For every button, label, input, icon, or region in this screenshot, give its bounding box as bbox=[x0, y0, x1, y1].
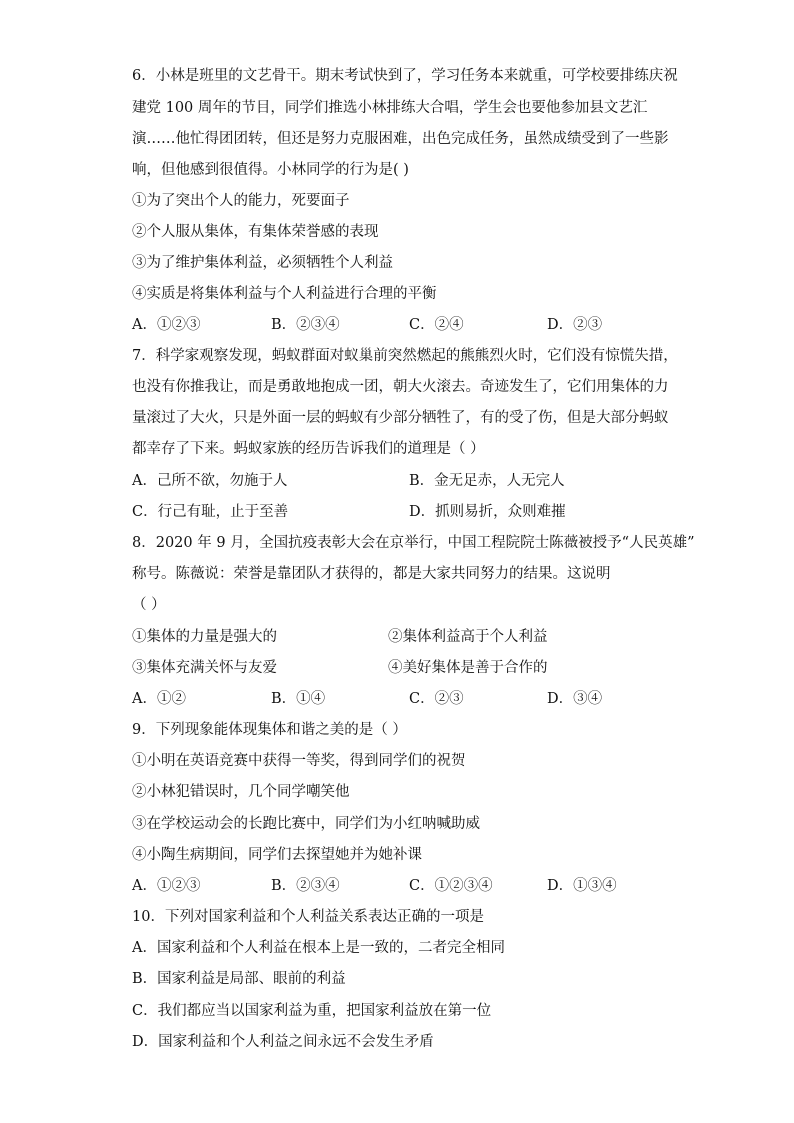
question-6-stem-line-2: 建党 100 周年的节目，同学们推选小林排练大合唱，学生会也要他参加县文艺汇 bbox=[132, 100, 648, 116]
question-9-option-c[interactable]: C．①②③④ bbox=[409, 878, 493, 894]
question-7-stem-line-1: 7．科学家观察发现，蚂蚁群面对蚁巢前突然燃起的熊熊烈火时，它们没有惊慌失措， bbox=[132, 348, 678, 364]
question-6-option-c[interactable]: C．②④ bbox=[409, 317, 464, 333]
question-9-option-a[interactable]: A．①②③ bbox=[132, 878, 201, 894]
question-10-option-c[interactable]: C．我们都应当以国家利益为重，把国家利益放在第一位 bbox=[132, 1003, 492, 1019]
question-6-stem-line-3: 演……他忙得团团转，但还是努力克服困难，出色完成任务，虽然成绩受到了一些影 bbox=[132, 131, 669, 147]
question-9-statement-1: ①小明在英语竞赛中获得一等奖，得到同学们的祝贺 bbox=[132, 753, 466, 769]
question-9-option-d[interactable]: D．①③④ bbox=[547, 878, 617, 894]
question-8-option-d[interactable]: D．③④ bbox=[547, 691, 603, 707]
question-7-option-c[interactable]: C．行己有耻，止于至善 bbox=[132, 504, 289, 520]
question-8-statement-4: ④美好集体是善于合作的 bbox=[388, 660, 548, 676]
question-6-statement-1: ①为了突出个人的能力，死要面子 bbox=[132, 193, 350, 209]
question-8-option-c[interactable]: C．②③ bbox=[409, 691, 464, 707]
question-8-stem-line-3: （ ） bbox=[132, 597, 166, 613]
question-8-statement-2: ②集体利益高于个人利益 bbox=[388, 629, 548, 645]
question-7-option-d[interactable]: D．抓则易折，众则难摧 bbox=[409, 504, 566, 520]
question-9-option-b[interactable]: B．②③④ bbox=[271, 878, 340, 894]
question-10-option-b[interactable]: B．国家利益是局部、眼前的利益 bbox=[132, 971, 346, 987]
question-6-statement-4: ④实质是将集体利益与个人利益进行合理的平衡 bbox=[132, 286, 437, 302]
question-6-option-d[interactable]: D．②③ bbox=[547, 317, 603, 333]
question-10-option-a[interactable]: A．国家利益和个人利益在根本上是一致的，二者完全相同 bbox=[132, 940, 505, 956]
question-9-stem-line-1: 9．下列现象能体现集体和谐之美的是（ ） bbox=[132, 722, 407, 738]
question-7-option-b[interactable]: B．金无足赤，人无完人 bbox=[409, 473, 565, 489]
question-8-statement-3: ③集体充满关怀与友爱 bbox=[132, 660, 277, 676]
question-6-option-b[interactable]: B．②③④ bbox=[271, 317, 340, 333]
question-6-stem-line-4: 响，但他感到很值得。小林同学的行为是( ) bbox=[132, 162, 409, 178]
question-6-statement-2: ②个人服从集体，有集体荣誉感的表现 bbox=[132, 224, 379, 240]
question-8-statement-1: ①集体的力量是强大的 bbox=[132, 629, 277, 645]
question-6-stem-line-1: 6．小林是班里的文艺骨干。期末考试快到了，学习任务本来就重，可学校要排练庆祝 bbox=[132, 68, 678, 84]
question-7-stem-line-4: 都幸存了下来。蚂蚁家族的经历告诉我们的道理是（ ） bbox=[132, 441, 485, 457]
question-10-stem-line-1: 10．下列对国家利益和个人利益关系表达正确的一项是 bbox=[132, 909, 484, 925]
question-8-option-b[interactable]: B．①④ bbox=[271, 691, 326, 707]
question-7-option-a[interactable]: A．己所不欲，勿施于人 bbox=[132, 473, 288, 489]
question-8-option-a[interactable]: A．①② bbox=[132, 691, 186, 707]
question-10-option-d[interactable]: D．国家利益和个人利益之间永远不会发生矛盾 bbox=[132, 1034, 434, 1050]
question-6-option-a[interactable]: A．①②③ bbox=[132, 317, 201, 333]
question-8-stem-line-1: 8．2020 年 9 月，全国抗疫表彰大会在京举行，中国工程院院士陈薇被授予“人民英雄” bbox=[132, 535, 695, 551]
question-9-statement-2: ②小林犯错误时，几个同学嘲笑他 bbox=[132, 784, 350, 800]
question-9-statement-3: ③在学校运动会的长跑比赛中，同学们为小红呐喊助威 bbox=[132, 816, 480, 832]
question-7-stem-line-2: 也没有你推我让，而是勇敢地抱成一团，朝大火滚去。奇迹发生了，它们用集体的力 bbox=[132, 379, 669, 395]
question-8-stem-line-2: 称号。陈薇说：荣誉是靠团队才获得的，都是大家共同努力的结果。这说明 bbox=[132, 566, 611, 582]
question-6-statement-3: ③为了维护集体利益，必须牺牲个人利益 bbox=[132, 255, 393, 271]
question-9-statement-4: ④小陶生病期间，同学们去探望她并为她补课 bbox=[132, 847, 422, 863]
question-7-stem-line-3: 量滚过了大火，只是外面一层的蚂蚁有少部分牺牲了，有的受了伤，但是大部分蚂蚁 bbox=[132, 410, 669, 426]
